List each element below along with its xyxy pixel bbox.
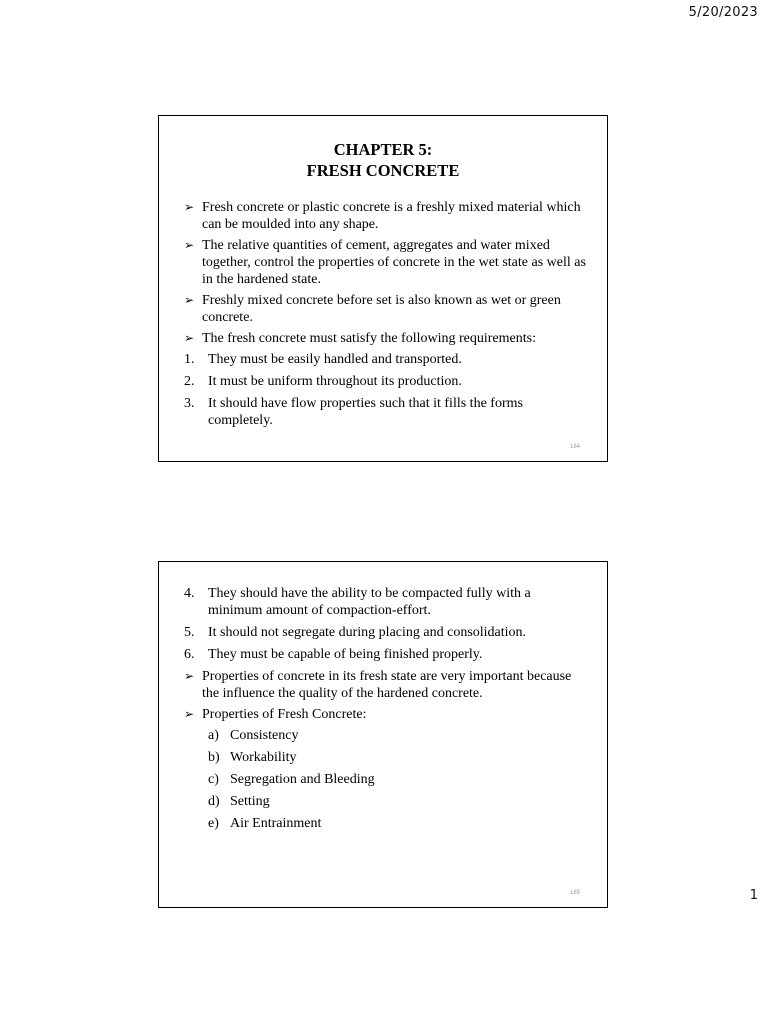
sub-item-letter: c) <box>208 772 219 787</box>
sub-item-letter: a) <box>208 728 219 743</box>
numbered-item <box>184 646 587 663</box>
sub-item <box>184 793 587 810</box>
item-text: It must be uniform throughout its production. <box>208 374 462 389</box>
bullet-text: Fresh concrete or plastic concrete is a freshly mixed material which can be moulded into any shape. <box>202 200 581 232</box>
bullet-item <box>184 706 587 723</box>
slide-body <box>184 585 587 837</box>
numbered-item <box>184 351 587 368</box>
item-number: 6. <box>184 647 195 662</box>
slide-body <box>184 199 587 434</box>
sub-item-text: Setting <box>230 794 270 809</box>
sub-item <box>184 749 587 766</box>
sub-item-text: Segregation and Bleeding <box>230 772 375 787</box>
item-number: 1. <box>184 352 195 367</box>
bullet-arrow-icon: ➢ <box>184 200 195 214</box>
item-text: They must be capable of being finished properly. <box>208 647 483 662</box>
bullet-item <box>184 330 587 347</box>
bullet-arrow-icon: ➢ <box>184 707 195 721</box>
bullet-text: The relative quantities of cement, aggregates and water mixed together, control the properties of concrete in the wet state as well as in the hardened state. <box>202 238 586 287</box>
bullet-arrow-icon: ➢ <box>184 293 195 307</box>
bullet-item <box>184 292 587 326</box>
item-number: 3. <box>184 396 195 411</box>
numbered-item <box>184 395 587 429</box>
sub-item <box>184 815 587 832</box>
item-text: It should have flow properties such that it fills the forms completely. <box>208 396 523 428</box>
item-number: 4. <box>184 586 195 601</box>
bullet-arrow-icon: ➢ <box>184 669 195 683</box>
sub-item <box>184 771 587 788</box>
bullet-item <box>184 199 587 233</box>
item-text: They must be easily handled and transported. <box>208 352 462 367</box>
bullet-arrow-icon: ➢ <box>184 238 195 252</box>
numbered-item <box>184 585 587 619</box>
sub-item-letter: e) <box>208 816 219 831</box>
sub-item-text: Air Entrainment <box>230 816 322 831</box>
item-text: It should not segregate during placing and consolidation. <box>208 625 527 640</box>
sub-item-text: Workability <box>230 750 297 765</box>
bullet-item <box>184 668 587 702</box>
sub-item-letter: b) <box>208 750 220 765</box>
slide-title <box>159 139 607 181</box>
chapter-heading: CHAPTER 5: <box>333 140 433 159</box>
bullet-item <box>184 237 587 288</box>
item-number: 2. <box>184 374 195 389</box>
bullet-arrow-icon: ➢ <box>184 331 195 345</box>
bullet-text: Properties of concrete in its fresh state are very important because the influence the quality of the hardened concrete. <box>202 669 572 701</box>
bullet-text: Properties of Fresh Concrete: <box>202 707 367 722</box>
numbered-item <box>184 373 587 390</box>
item-number: 5. <box>184 625 195 640</box>
page-number: 1 <box>749 888 758 903</box>
sub-item-letter: d) <box>208 794 220 809</box>
sub-item <box>184 727 587 744</box>
numbered-item <box>184 624 587 641</box>
bullet-text: Freshly mixed concrete before set is also known as wet or green concrete. <box>202 293 561 325</box>
print-date: 5/20/2023 <box>688 5 758 20</box>
slide-number: 185 <box>569 890 580 896</box>
slide-184 <box>158 115 608 462</box>
chapter-title: FRESH CONCRETE <box>306 161 460 180</box>
item-text: They should have the ability to be compacted fully with a minimum amount of compaction-effort. <box>208 586 531 618</box>
slide-185 <box>158 561 608 908</box>
slide-number: 184 <box>569 444 580 450</box>
sub-item-text: Consistency <box>230 728 299 743</box>
bullet-text: The fresh concrete must satisfy the following requirements: <box>202 331 536 346</box>
